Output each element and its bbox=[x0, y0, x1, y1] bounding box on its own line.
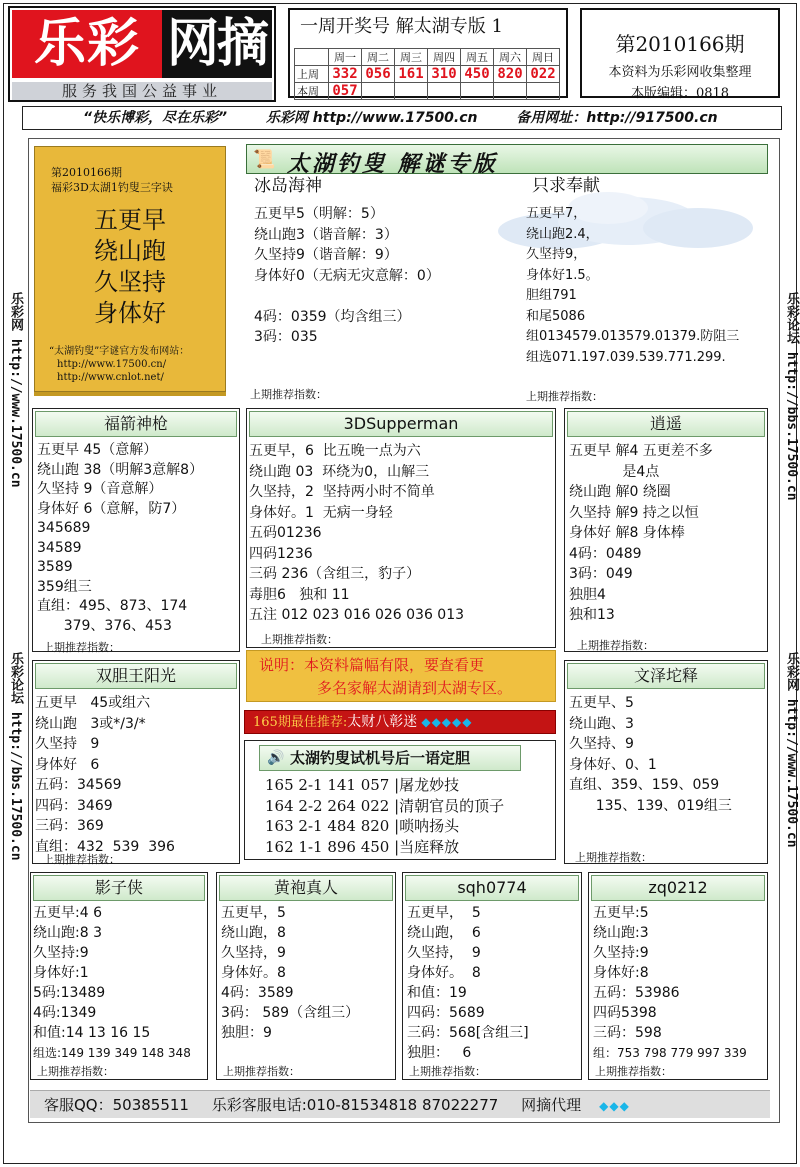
agent-link[interactable]: 网摘代理 bbox=[521, 1096, 582, 1114]
corner-cell bbox=[295, 49, 329, 66]
section-body: 五更早、5 绕山跑、3 久坚持、9 身体好、0、1 直组、359、159、059 135、139、019组三 bbox=[569, 695, 732, 814]
weekday-cell: 周二 bbox=[362, 49, 395, 66]
section-box-shuangdan bbox=[32, 660, 240, 864]
section-box-huangpao bbox=[216, 872, 396, 1080]
section-header: 3DSupperman bbox=[249, 411, 553, 437]
section-body: 五更早 45（意解） 绕山跑 38（明解3意解8） 久坚持 9（音意解） 身体好 6（意解，防7） 345689 34589 3589 359组三 直组：495、873、174 379、376、453 bbox=[37, 442, 204, 634]
section-footer: 上期推荐指数： bbox=[43, 853, 120, 866]
section-body: 五更早:4 6 绕山跑:8 3 久坚持:9 身体好:1 5码:13489 4码:1349 和值:14 13 16 15 bbox=[33, 905, 151, 1041]
poster-header bbox=[51, 165, 173, 195]
number-cell: 332 bbox=[329, 66, 362, 83]
section-body: 五更早 45或组六 绕山跑 3或*/3/* 久坚持 9 身体好 6 五码：34569 四码：3469 三码：369 直组：432 539 396 bbox=[35, 695, 175, 855]
section-box-wenze bbox=[564, 660, 768, 864]
section-body: 五更早 解4 五更差不多 是4点 绕山跑 解0 绕圈 久坚持 解9 持之以恒 身体好 解8 身体棒 4码：0489 3码：049 独胆4 独和13 bbox=[569, 443, 713, 623]
section-box-xiaoyao bbox=[564, 408, 768, 652]
section-name: 只求奉献 bbox=[532, 176, 600, 196]
slogan-bar bbox=[22, 106, 782, 130]
motto: “快乐博彩，尽在乐彩” bbox=[83, 110, 228, 126]
number-cell: 310 bbox=[428, 66, 461, 83]
section-footer: 上期推荐指数： bbox=[43, 641, 120, 654]
site-link[interactable]: 乐彩网 http://www.17500.cn bbox=[265, 110, 478, 126]
poster-line: 五更早 bbox=[94, 206, 166, 234]
side-left-bottom[interactable]: 乐彩论坛 http://bbs.17500.cn bbox=[8, 652, 23, 861]
section-footer: 上期推荐指数： bbox=[37, 1065, 114, 1078]
banner-title: 太湖钓叟 解谜专版 bbox=[287, 151, 498, 177]
section-footer: 上期推荐指数： bbox=[261, 633, 338, 646]
section-body: 五更早， 5 绕山跑， 6 久坚持， 9 身体好。 8 和值：19 四码：5689 三码：568[含组三] 独胆： 6 bbox=[407, 905, 529, 1061]
service-phone: 乐彩客服电话:010-81534818 87022277 bbox=[211, 1096, 499, 1114]
weekly-results-title: 一周开奖号 解太湖专版 1 bbox=[300, 16, 503, 37]
weekday-cell: 周四 bbox=[428, 49, 461, 66]
section-box-fujian bbox=[32, 408, 240, 652]
section-footer: 上期推荐指数： bbox=[526, 390, 603, 403]
section-header: zq0212 bbox=[591, 875, 765, 901]
section-box-zq0212 bbox=[588, 872, 768, 1080]
poster-url[interactable]: http://www.17500.cn/ bbox=[57, 359, 167, 370]
best-pick-value: 太财八彰迷 bbox=[347, 714, 418, 730]
number-cell: 820 bbox=[494, 66, 527, 83]
notice-line: 说明：本资料篇幅有限，要查看更 bbox=[259, 656, 485, 674]
section-banner bbox=[246, 144, 768, 177]
issue-number: 第2010166期 bbox=[615, 32, 745, 56]
number-cell bbox=[395, 83, 428, 100]
poster-line: 绕山跑 bbox=[94, 237, 166, 265]
scroll-icon: 📜 bbox=[253, 149, 276, 170]
logo-black-text: 网摘 bbox=[162, 10, 272, 78]
contact-footer bbox=[30, 1090, 770, 1118]
section-body: 五更早5（明解：5） 绕山跑3（谐音解：3） 久坚持9（谐音解：9） 身体好0（无病无灾意解：0） 4码：0359（均含组三） 3码：035 bbox=[254, 206, 440, 345]
number-cell bbox=[461, 83, 494, 100]
section-box-yingzixia bbox=[30, 872, 208, 1080]
section-header: 文泽坨释 bbox=[567, 663, 765, 689]
diamond-icons: ◆◆◆ bbox=[599, 1099, 630, 1113]
section-header: 逍遥 bbox=[567, 411, 765, 437]
section-box-sqh0774 bbox=[402, 872, 582, 1080]
section-header: 影子侠 bbox=[33, 875, 205, 901]
number-cell bbox=[494, 83, 527, 100]
notice-box bbox=[246, 650, 556, 702]
section-footer: 上期推荐指数： bbox=[223, 1065, 300, 1078]
number-cell: 161 bbox=[395, 66, 428, 83]
weekday-cell: 周六 bbox=[494, 49, 527, 66]
poster-line: 身体好 bbox=[94, 299, 166, 327]
poster-footer-title: “太湖钓叟”字谜官方发布网站： bbox=[49, 346, 190, 357]
poster-shadow bbox=[34, 392, 226, 396]
side-right-top[interactable]: 乐彩论坛 http://bbs.17500.cn bbox=[784, 292, 799, 501]
editor-note: 本版编辑：0818 bbox=[630, 86, 730, 101]
section-footer: 上期推荐指数： bbox=[250, 388, 327, 401]
row-label: 本周 bbox=[295, 83, 329, 100]
last-week-row bbox=[295, 66, 560, 83]
side-right-bottom[interactable]: 乐彩网 http://www.17500.cn bbox=[784, 652, 799, 848]
poster-footer bbox=[49, 345, 189, 384]
diamond-icons: ◆◆◆◆◆ bbox=[421, 715, 473, 729]
weekday-cell: 周一 bbox=[329, 49, 362, 66]
issue-panel bbox=[580, 8, 780, 101]
section-header: 双胆王阳光 bbox=[35, 663, 237, 689]
section-body: 五更早，5 绕山跑，8 久坚持，9 身体好。8 4码：3589 3码： 589（含组三） 独胆：9 bbox=[221, 905, 360, 1041]
section-header: 黄袍真人 bbox=[219, 875, 393, 901]
section-footer: 上期推荐指数： bbox=[575, 851, 652, 864]
section-body: 五更早7， 绕山跑2.4， 久坚持9， 身体好1.5。 胆组791 和尾5086 组0134579.013579.01379.防阻三 组选071.197.039.539.771.299. bbox=[526, 206, 740, 365]
section-footer: 上期推荐指数： bbox=[409, 1065, 486, 1078]
section-extra: 组：753 798 779 997 339 bbox=[593, 1046, 747, 1060]
test-number-box bbox=[244, 740, 556, 860]
notice-line: 多名家解太湖请到太湖专区。 bbox=[317, 679, 513, 697]
section-body: 五更早，6 比五晚一点为六 绕山跑 03 环绕为0，山解三 久坚持，2 坚持两小时不简单 身体好。1 无病一身轻 五码01236 四码1236 三码 236（含组三，豹子） 毒胆6 独和 11 五注 012 023 016 026 036 013 bbox=[249, 443, 465, 623]
section-header: sqh0774 bbox=[405, 875, 579, 901]
section-header: 福箭神枪 bbox=[35, 411, 237, 437]
section-extra: 组选:149 139 349 148 348 bbox=[33, 1046, 191, 1060]
poster-riddle bbox=[35, 205, 225, 329]
number-cell: 022 bbox=[527, 66, 560, 83]
poster-url[interactable]: http://www.cnlot.net/ bbox=[57, 372, 164, 383]
side-left-top[interactable]: 乐彩网 http://www.17500.cn bbox=[8, 292, 23, 488]
weekly-results-table bbox=[294, 48, 560, 100]
row-label: 上周 bbox=[295, 66, 329, 83]
number-cell bbox=[428, 83, 461, 100]
source-note: 本资料为乐彩网收集整理 bbox=[608, 65, 752, 80]
poster-title: 福彩3D太湖1钓叟三字诀 bbox=[51, 181, 173, 194]
riddle-poster bbox=[34, 146, 226, 392]
weekday-cell: 周五 bbox=[461, 49, 494, 66]
section-body: 五更早:5 绕山跑:3 久坚持:9 身体好:8 五码：53986 四码5398 三码：598 bbox=[593, 905, 680, 1041]
poster-line: 久坚持 bbox=[94, 268, 166, 296]
weekday-cell: 周三 bbox=[395, 49, 428, 66]
test-number-header: 太湖钓叟试机号后一语定胆 bbox=[259, 745, 521, 771]
weekday-cell: 周日 bbox=[527, 49, 560, 66]
speaker-icon: 🔊 bbox=[267, 750, 285, 766]
section-box-3dsupperman bbox=[246, 408, 556, 648]
weekly-results-panel bbox=[288, 8, 568, 98]
number-cell: 450 bbox=[461, 66, 494, 83]
section-footer: 上期推荐指数： bbox=[577, 639, 654, 652]
best-pick-bar[interactable] bbox=[244, 710, 556, 734]
backup-link[interactable]: 备用网址：http://917500.cn bbox=[516, 110, 718, 126]
best-pick-label: 165期最佳推荐: bbox=[253, 715, 348, 730]
section-name: 冰岛海神 bbox=[254, 176, 322, 196]
number-cell: 057 bbox=[329, 83, 362, 100]
number-cell bbox=[527, 83, 560, 100]
section-footer: 上期推荐指数： bbox=[595, 1065, 672, 1078]
test-number-rows: 165 2-1 141 057 |屠龙妙技 164 2-2 264 022 |清朝官员的顶子 163 2-1 484 820 |唢呐扬头 162 1-1 896 450 |当庭释放 bbox=[265, 776, 505, 856]
this-week-row bbox=[295, 83, 560, 100]
poster-issue: 第2010166期 bbox=[51, 166, 122, 179]
weekday-row bbox=[295, 49, 560, 66]
number-cell bbox=[362, 83, 395, 100]
logo-tagline: 服务我国公益事业 bbox=[12, 82, 272, 100]
logo[interactable] bbox=[8, 6, 276, 102]
logo-red-text: 乐彩 bbox=[12, 10, 162, 78]
service-qq[interactable]: 客服QQ：50385511 bbox=[44, 1096, 189, 1114]
number-cell: 056 bbox=[362, 66, 395, 83]
